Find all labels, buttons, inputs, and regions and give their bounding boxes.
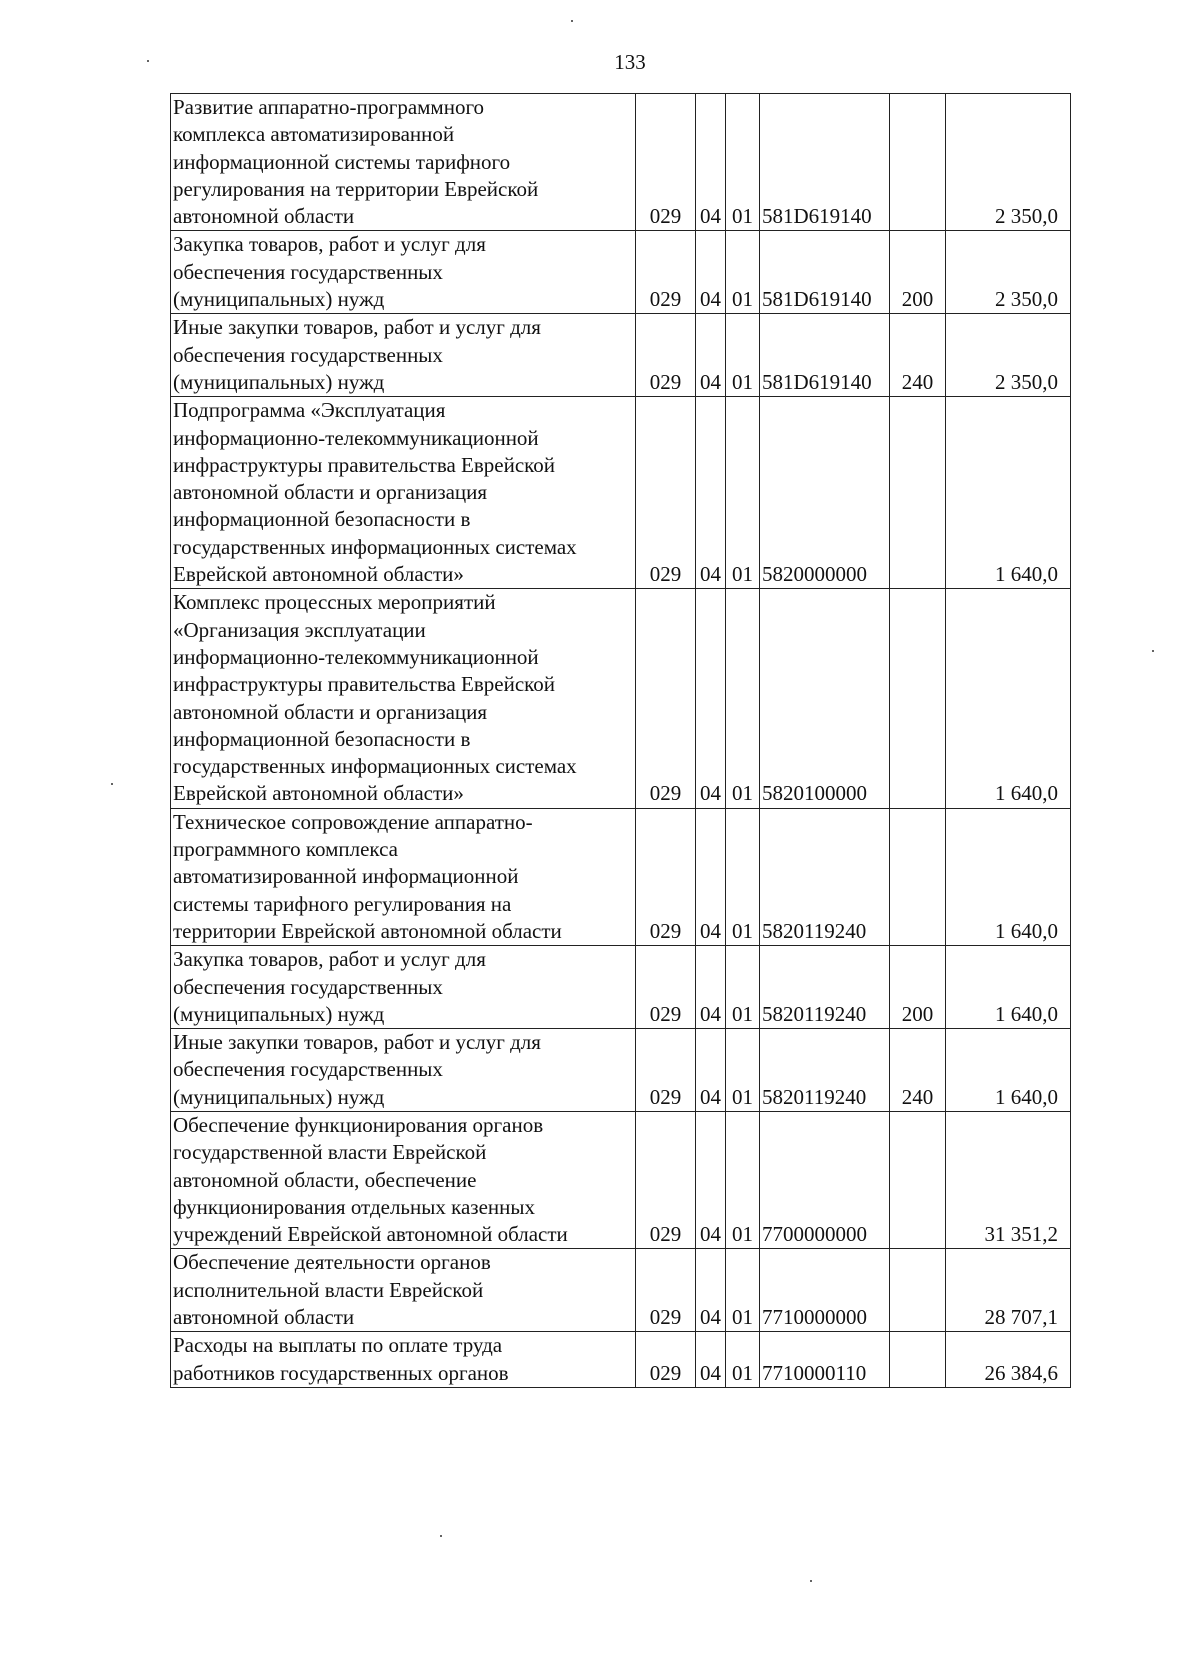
row-name: Подпрограмма «Эксплуатация информационно-телекоммуникационной инфраструктуры правительства Еврейской автономной области и организация информационной безопасности в государственных информационных системах Еврейской автономной области»: [171, 397, 636, 589]
row-name: Закупка товаров, работ и услуг для обеспечения государственных (муниципальных) нужд: [171, 231, 636, 314]
expense-type-code: [890, 397, 946, 589]
target-article-code: 581D619140: [760, 231, 890, 314]
table-row: [171, 1029, 1071, 1112]
ministry-code: 029: [636, 397, 696, 589]
target-article-code: 7710000000: [760, 1249, 890, 1332]
ministry-code: 029: [636, 808, 696, 945]
page-number: 133: [614, 50, 646, 74]
budget-table: [170, 93, 1071, 1388]
row-name: Обеспечение функционирования органов государственной власти Еврейской автономной области, обеспечение функционирования отдельных казенных учреждений Еврейской автономной области: [171, 1111, 636, 1248]
table-row: [171, 1249, 1071, 1332]
table-row: [171, 231, 1071, 314]
row-name: Развитие аппаратно-программного комплекса автоматизированной информационной системы тарифного регулирования на территории Еврейской автономной области: [171, 94, 636, 231]
ministry-code: 029: [636, 589, 696, 808]
section-code: 04: [696, 1029, 726, 1112]
section-code: 04: [696, 808, 726, 945]
subsection-code: 01: [726, 94, 760, 231]
ministry-code: 029: [636, 1332, 696, 1388]
row-name: Закупка товаров, работ и услуг для обеспечения государственных (муниципальных) нужд: [171, 946, 636, 1029]
ministry-code: 029: [636, 1111, 696, 1248]
section-code: 04: [696, 94, 726, 231]
amount: 1 640,0: [946, 1029, 1071, 1112]
table-row: [171, 808, 1071, 945]
section-code: 04: [696, 1111, 726, 1248]
ministry-code: 029: [636, 94, 696, 231]
scan-speck: [111, 783, 113, 785]
section-code: 04: [696, 1249, 726, 1332]
expense-type-code: 240: [890, 314, 946, 397]
row-name: Расходы на выплаты по оплате труда работников государственных органов: [171, 1332, 636, 1388]
target-article-code: 5820000000: [760, 397, 890, 589]
table-row: [171, 94, 1071, 231]
section-code: 04: [696, 589, 726, 808]
target-article-code: 5820119240: [760, 808, 890, 945]
section-code: 04: [696, 314, 726, 397]
ministry-code: 029: [636, 314, 696, 397]
ministry-code: 029: [636, 946, 696, 1029]
amount: 26 384,6: [946, 1332, 1071, 1388]
section-code: 04: [696, 231, 726, 314]
section-code: 04: [696, 946, 726, 1029]
scan-speck: [1152, 650, 1154, 652]
row-name: Комплекс процессных мероприятий «Организация эксплуатации информационно-телекоммуникационной инфраструктуры правительства Еврейской автономной области и организация информационной безопасности в государственных информационных системах Еврейской автономной области»: [171, 589, 636, 808]
target-article-code: 5820100000: [760, 589, 890, 808]
table-row: [171, 397, 1071, 589]
table-row: [171, 1111, 1071, 1248]
section-code: 04: [696, 1332, 726, 1388]
expense-type-code: [890, 1249, 946, 1332]
amount: 1 640,0: [946, 946, 1071, 1029]
subsection-code: 01: [726, 1332, 760, 1388]
subsection-code: 01: [726, 231, 760, 314]
expense-type-code: 240: [890, 1029, 946, 1112]
subsection-code: 01: [726, 1029, 760, 1112]
ministry-code: 029: [636, 1029, 696, 1112]
section-code: 04: [696, 397, 726, 589]
ministry-code: 029: [636, 231, 696, 314]
expense-type-code: [890, 1332, 946, 1388]
amount: 1 640,0: [946, 808, 1071, 945]
row-name: Иные закупки товаров, работ и услуг для обеспечения государственных (муниципальных) нужд: [171, 314, 636, 397]
scan-speck: [440, 1535, 442, 1537]
subsection-code: 01: [726, 1111, 760, 1248]
scan-speck: [810, 1580, 812, 1582]
target-article-code: 5820119240: [760, 1029, 890, 1112]
target-article-code: 5820119240: [760, 946, 890, 1029]
table-row: [171, 589, 1071, 808]
target-article-code: 7710000110: [760, 1332, 890, 1388]
scan-speck: [571, 20, 573, 22]
subsection-code: 01: [726, 1249, 760, 1332]
subsection-code: 01: [726, 946, 760, 1029]
subsection-code: 01: [726, 397, 760, 589]
amount: 2 350,0: [946, 231, 1071, 314]
subsection-code: 01: [726, 808, 760, 945]
expense-type-code: [890, 808, 946, 945]
expense-type-code: [890, 94, 946, 231]
ministry-code: 029: [636, 1249, 696, 1332]
table-row: [171, 946, 1071, 1029]
target-article-code: 7700000000: [760, 1111, 890, 1248]
expense-type-code: 200: [890, 231, 946, 314]
table-row: [171, 314, 1071, 397]
amount: 2 350,0: [946, 94, 1071, 231]
row-name: Обеспечение деятельности органов исполнительной власти Еврейской автономной области: [171, 1249, 636, 1332]
row-name: Техническое сопровождение аппаратно- программного комплекса автоматизированной информационной системы тарифного регулирования на территории Еврейской автономной области: [171, 808, 636, 945]
table-row: [171, 1332, 1071, 1388]
target-article-code: 581D619140: [760, 94, 890, 231]
amount: 31 351,2: [946, 1111, 1071, 1248]
subsection-code: 01: [726, 589, 760, 808]
expense-type-code: [890, 589, 946, 808]
amount: 1 640,0: [946, 397, 1071, 589]
amount: 1 640,0: [946, 589, 1071, 808]
expense-type-code: [890, 1111, 946, 1248]
target-article-code: 581D619140: [760, 314, 890, 397]
amount: 28 707,1: [946, 1249, 1071, 1332]
row-name: Иные закупки товаров, работ и услуг для обеспечения государственных (муниципальных) нужд: [171, 1029, 636, 1112]
scan-speck: [147, 60, 149, 62]
subsection-code: 01: [726, 314, 760, 397]
amount: 2 350,0: [946, 314, 1071, 397]
expense-type-code: 200: [890, 946, 946, 1029]
